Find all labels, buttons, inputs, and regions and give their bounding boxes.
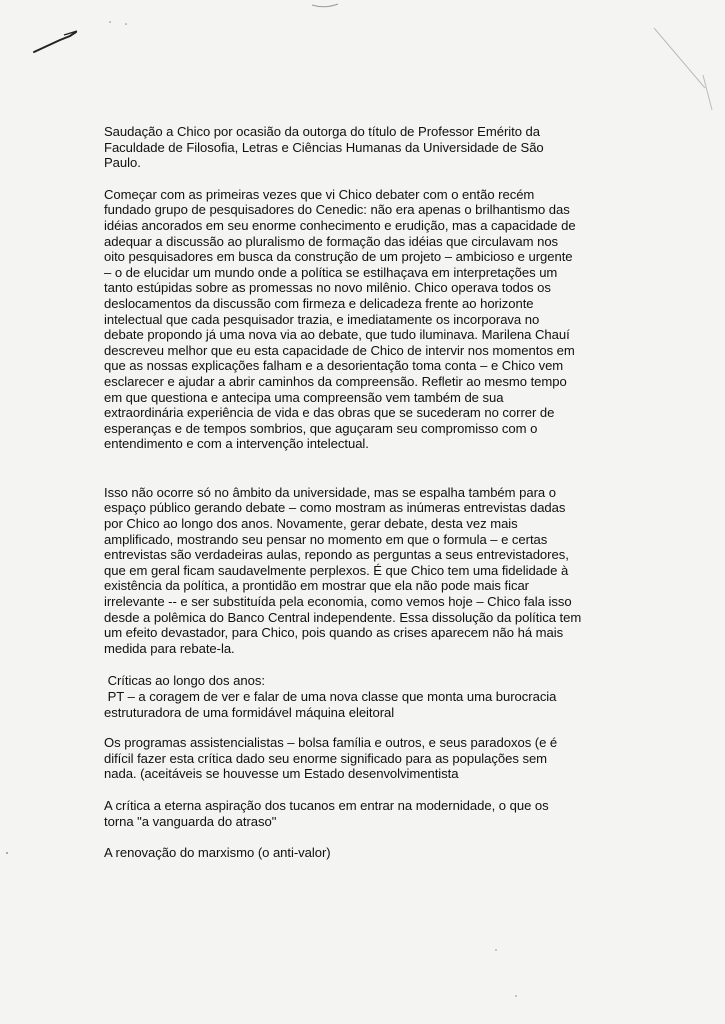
document-title xyxy=(104,124,664,171)
speck xyxy=(125,23,127,25)
paragraph-3 xyxy=(104,673,664,720)
paragraph-6 xyxy=(104,845,664,861)
speck xyxy=(495,949,497,951)
text-line: extraordinária experiência de vida e das obras que se sucederam no correr de xyxy=(104,405,555,421)
text-line: – o de elucidar um mundo onde a política se estilhaçava em interpretações um xyxy=(104,264,558,280)
text-line: fundado grupo de pesquisadores do Cenedic: não era apenas o brilhantismo das xyxy=(104,202,570,218)
text-line: estruturadora de uma formidável máquina eleitoral xyxy=(104,704,395,720)
text-line: Críticas ao longo dos anos: xyxy=(104,673,265,689)
text-line: intelectual que cada pesquisador trazia, e imediatamente os incorporava no xyxy=(104,311,540,327)
text-line: existência da política, a prontidão em mostrar que ela não pode mais ficar xyxy=(104,578,529,594)
text-line: descreveu melhor que eu esta capacidade de Chico de intervir nos momentos em xyxy=(104,342,575,358)
text-line: PT – a coragem de ver e falar de uma nova classe que monta uma burocracia xyxy=(104,689,557,704)
text-line: esclarecer e ajudar a abrir caminhos da compreensão. Refletir ao mesmo tempo xyxy=(104,373,567,389)
text-line: Os programas assistencialistas – bolsa família e outros, e seus paradoxos (e é xyxy=(104,735,558,751)
text-line: deslocamentos da discussão com firmeza e delicadeza frente ao horizonte xyxy=(104,295,534,311)
title-line: Faculdade de Filosofia, Letras e Ciências Humanas da Universidade de São xyxy=(104,139,544,155)
text-line: que em geral ficam saudavelmente perplexos. É que Chico tem uma fidelidade à xyxy=(104,562,569,578)
pen-stroke-tail xyxy=(64,31,77,35)
text-line: entrevistas são verdadeiras aulas, repondo as perguntas a seus entrevistadores, xyxy=(104,547,569,563)
text-line: que as nossas explicações falham e a desorientação toma conta – e Chico vem xyxy=(104,358,564,374)
pen-stroke-mark xyxy=(34,32,76,52)
text-line: espaço público gerando debate – como mostram as inúmeras entrevistas dadas xyxy=(104,500,566,516)
text-line: difícil fazer esta crítica dado seu enorme significado para as populações sem xyxy=(104,750,548,766)
paragraph-4 xyxy=(104,735,664,782)
text-line: amplificado, mostrando seu pensar no momento em que o formula – e certas xyxy=(104,531,548,547)
text-line: A renovação do marxismo (o anti-valor) xyxy=(104,845,331,861)
speck xyxy=(515,995,517,997)
speck xyxy=(6,852,8,854)
right-edge-line-1 xyxy=(654,28,705,88)
title-line: Saudação a Chico por ocasião da outorga do título de Professor Emérito da xyxy=(104,124,540,139)
paragraph-2 xyxy=(104,485,664,657)
document-body xyxy=(104,124,664,861)
speck xyxy=(109,21,111,23)
text-line: medida para rebate-la. xyxy=(104,640,235,656)
paragraph-1 xyxy=(104,187,664,452)
right-edge-line-2 xyxy=(703,75,712,110)
text-line: A crítica a eterna aspiração dos tucanos em entrar na modernidade, o que os xyxy=(104,797,549,813)
top-edge-mark xyxy=(312,4,338,7)
text-line: tanto estúpidas sobre as promessas no novo milênio. Chico operava todos os xyxy=(104,280,551,296)
text-line: desde a polêmica do Banco Central independente. Essa dissolução da política tem xyxy=(104,609,582,625)
text-line: debate propondo já uma nova via ao debate, que tudo iluminava. Marilena Chauí xyxy=(104,327,570,343)
text-line: esperanças e de tempos sombrios, que aguçaram seu compromisso com o xyxy=(104,420,538,436)
text-line: adequar a discussão ao pluralismo de formação das idéias que circulavam nos xyxy=(104,233,559,249)
text-line: em que questiona e antecipa uma compreensão vem também de sua xyxy=(104,389,504,405)
text-line: idéias ancorados em seu enorme conhecimento e erudição, mas a capacidade de xyxy=(104,217,576,233)
text-line: nada. (aceitáveis se houvesse um Estado desenvolvimentista xyxy=(104,766,459,782)
text-line: por Chico ao longo dos anos. Novamente, gerar debate, desta vez mais xyxy=(104,516,518,532)
text-line: oito pesquisadores em busca da construção de um projeto – ambicioso e urgente xyxy=(104,249,573,265)
text-line: um efeito devastador, para Chico, pois quando as crises aparecem não há mais xyxy=(104,625,564,641)
text-line: torna "a vanguarda do atraso" xyxy=(104,813,277,829)
text-line: entendimento e com a intervenção intelectual. xyxy=(104,436,369,452)
paragraph-5 xyxy=(104,798,664,829)
text-line: Isso não ocorre só no âmbito da universidade, mas se espalha também para o xyxy=(104,484,556,500)
text-line: irrelevante -- e ser substituída pela economia, como vemos hoje – Chico fala isso xyxy=(104,594,572,610)
title-line: Paulo. xyxy=(104,155,141,171)
text-line: Começar com as primeiras vezes que vi Chico debater com o então recém xyxy=(104,186,535,202)
